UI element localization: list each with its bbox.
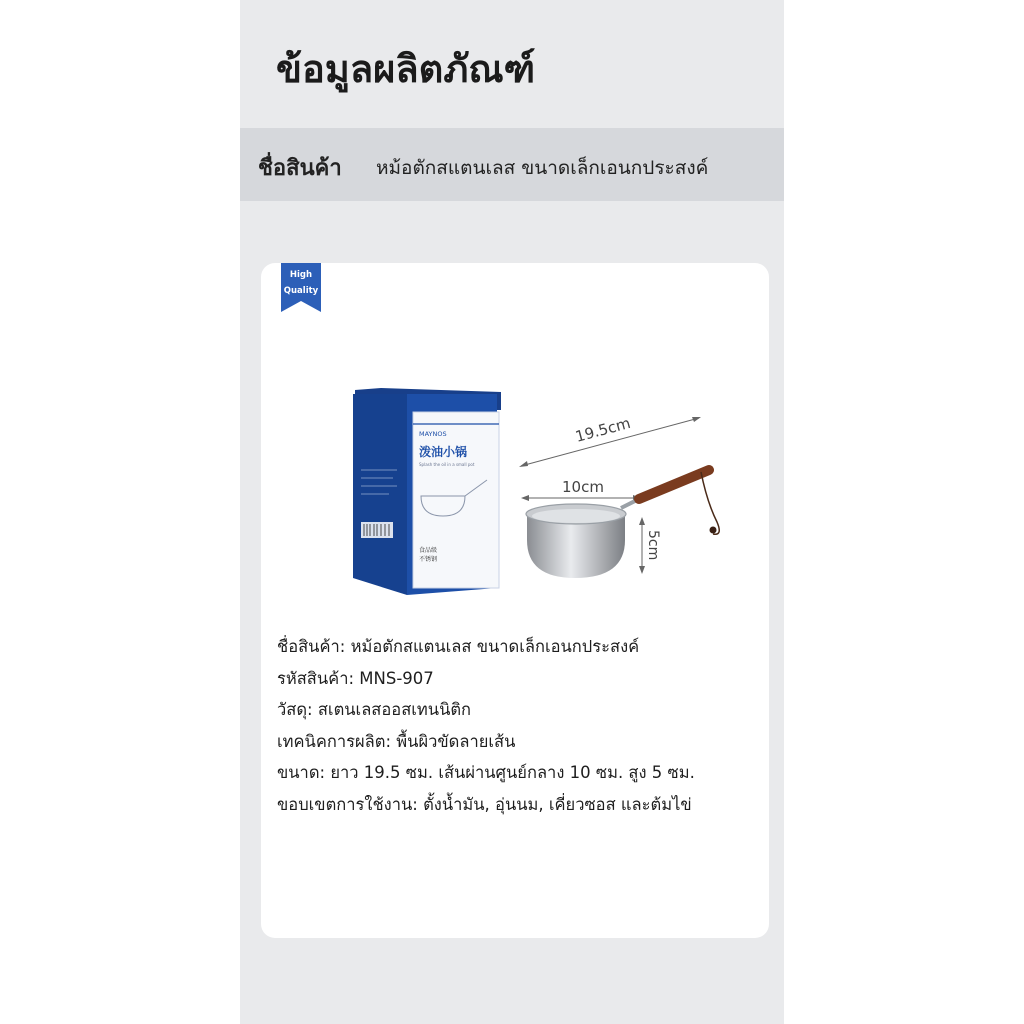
detail-size: ขนาด: ยาว 19.5 ซม. เส้นผ่านศูนย์กลาง 10 ซม. สูง 5 ซม. [277,763,695,782]
product-image [349,380,749,595]
product-name-value: หม้อตักสแตนเลส ขนาดเล็กเอนกประสงค์ [376,157,709,179]
height-dimension: 5cm [645,530,661,561]
diameter-dimension: 10cm [562,478,604,496]
detail-product-code: รหัสสินค้า: MNS-907 [277,668,434,688]
product-card [261,263,769,938]
page-title: ข้อมูลผลิตภัณฑ์ [276,47,536,91]
detail-technique: เทคนิคการผลิต: พื้นผิวขัดลายเส้น [277,731,516,751]
detail-product-name: ชื่อสินค้า: หม้อตักสแตนเลส ขนาดเล็กเอนกประสงค์ [277,637,640,656]
product-name-band [240,128,784,201]
product-name-label: ชื่อสินค้า [258,156,342,181]
badge-line-1: High [289,270,313,280]
product-info-panel [240,0,784,1024]
badge-line-2: Quality [283,286,319,296]
box-grade-2: 不锈钢 [419,556,438,563]
detail-usage: ขอบเขตการใช้งาน: ตั้งน้ำมัน, อุ่นนม, เคี่ยวซอส และต้มไข่ [277,794,692,814]
box-brand: MAYNOS [419,430,447,438]
box-subtitle: Splash the oil in a small pot [419,462,475,467]
length-dimension: 19.5cm [573,413,633,446]
high-quality-badge [281,263,321,312]
product-details [277,631,767,820]
box-title: 泼油小锅 [419,445,468,459]
box-grade-1: 食品级 [419,547,438,554]
detail-material: วัสดุ: สเตนเลสออสเทนนิติก [277,700,472,719]
